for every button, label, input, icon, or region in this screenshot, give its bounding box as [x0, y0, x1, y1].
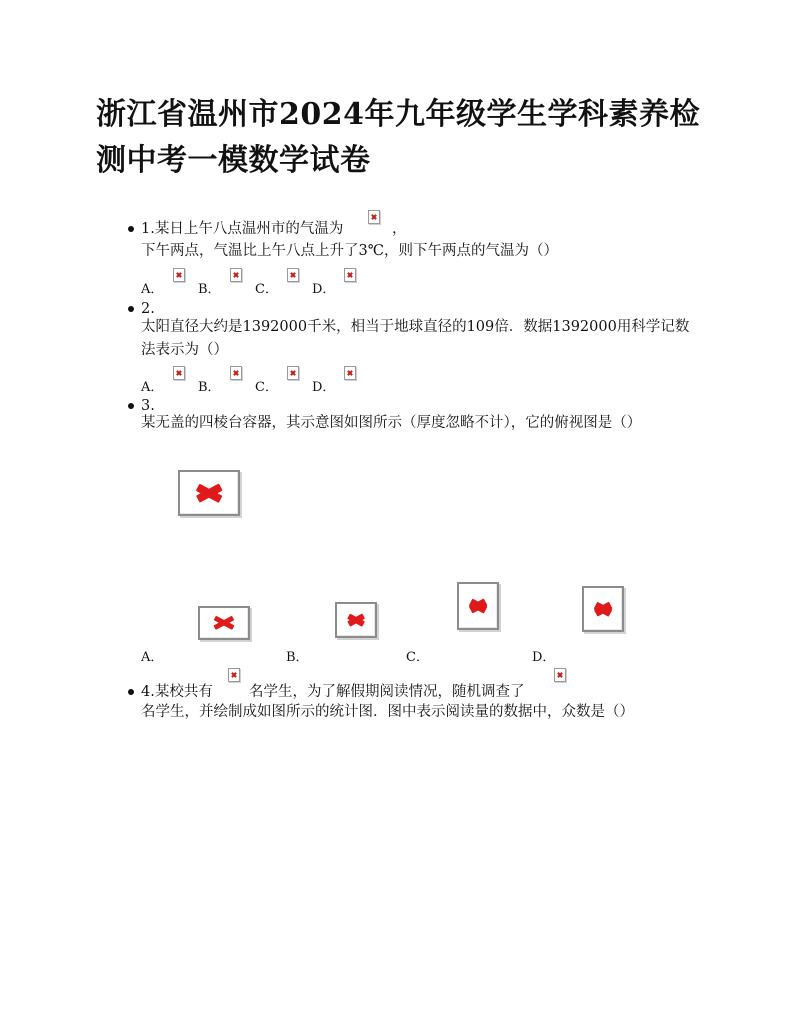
- bullet: [128, 689, 134, 695]
- option-d-label: D．: [532, 650, 556, 665]
- option-b-label: B．: [198, 380, 221, 395]
- question-4-line-1-cont: 名学生，为了解假期阅读情况，随机调查了: [249, 684, 525, 700]
- option-c-label: C．: [406, 650, 429, 665]
- broken-image-icon: [230, 268, 242, 282]
- broken-image-icon: [287, 268, 299, 282]
- option-a-label: A．: [141, 380, 164, 395]
- broken-image-icon: [178, 470, 240, 516]
- question-number: 2.: [141, 301, 155, 317]
- question-4: [128, 680, 708, 730]
- question-1: [128, 217, 708, 301]
- question-2-line-1: 太阳直径大约是1392000千米，相当于地球直径的109倍．数据1392000用科学记数: [141, 319, 690, 335]
- question-number: 1.: [141, 221, 155, 237]
- option-d-label: D．: [312, 282, 336, 297]
- broken-image-icon: [368, 210, 380, 224]
- question-text: 某日上午八点温州市的气温为: [154, 221, 344, 237]
- broken-image-icon: [173, 268, 185, 282]
- broken-image-icon: [198, 606, 250, 640]
- question-1-line-1: [141, 217, 343, 241]
- broken-image-icon: [287, 366, 299, 380]
- bullet: [128, 306, 134, 312]
- broken-image-icon: [230, 366, 242, 380]
- page-title: 浙江省温州市2024年九年级学生学科素养检测中考一模数学试卷: [96, 97, 700, 178]
- broken-image-icon: [344, 268, 356, 282]
- question-3: [128, 394, 708, 666]
- option-c-label: C．: [255, 380, 278, 395]
- question-text-tail: ，: [392, 221, 407, 237]
- option-b-label: B．: [198, 282, 221, 297]
- question-1-line-2: 下午两点，气温比上午八点上升了3℃，则下午两点的气温为（）: [141, 243, 558, 259]
- option-b-label: B．: [286, 650, 309, 665]
- option-c-label: C．: [255, 282, 278, 297]
- broken-image-icon: [554, 668, 566, 682]
- question-2-line-2: 法表示为（）: [141, 342, 228, 358]
- broken-image-icon: [173, 366, 185, 380]
- broken-image-icon: [344, 366, 356, 380]
- question-3-line-1: 某无盖的四棱台容器，其示意图如图所示（厚度忽略不计），它的俯视图是（）: [141, 415, 642, 431]
- option-a-label: A．: [141, 650, 164, 665]
- option-a-label: A．: [141, 282, 164, 297]
- broken-image-icon: [582, 586, 624, 632]
- question-number: 3.: [141, 398, 155, 414]
- question-2: [128, 297, 708, 397]
- bullet: [128, 226, 134, 232]
- broken-image-icon: [457, 582, 499, 630]
- question-text: 某校共有: [154, 684, 213, 700]
- option-d-label: D．: [312, 380, 336, 395]
- broken-image-icon: [228, 668, 240, 682]
- question-4-line-2: 名学生，并绘制成如图所示的统计图．图中表示阅读量的数据中，众数是（）: [141, 704, 634, 720]
- bullet: [128, 403, 134, 409]
- question-number: 4.: [141, 684, 155, 700]
- broken-image-icon: [335, 602, 377, 638]
